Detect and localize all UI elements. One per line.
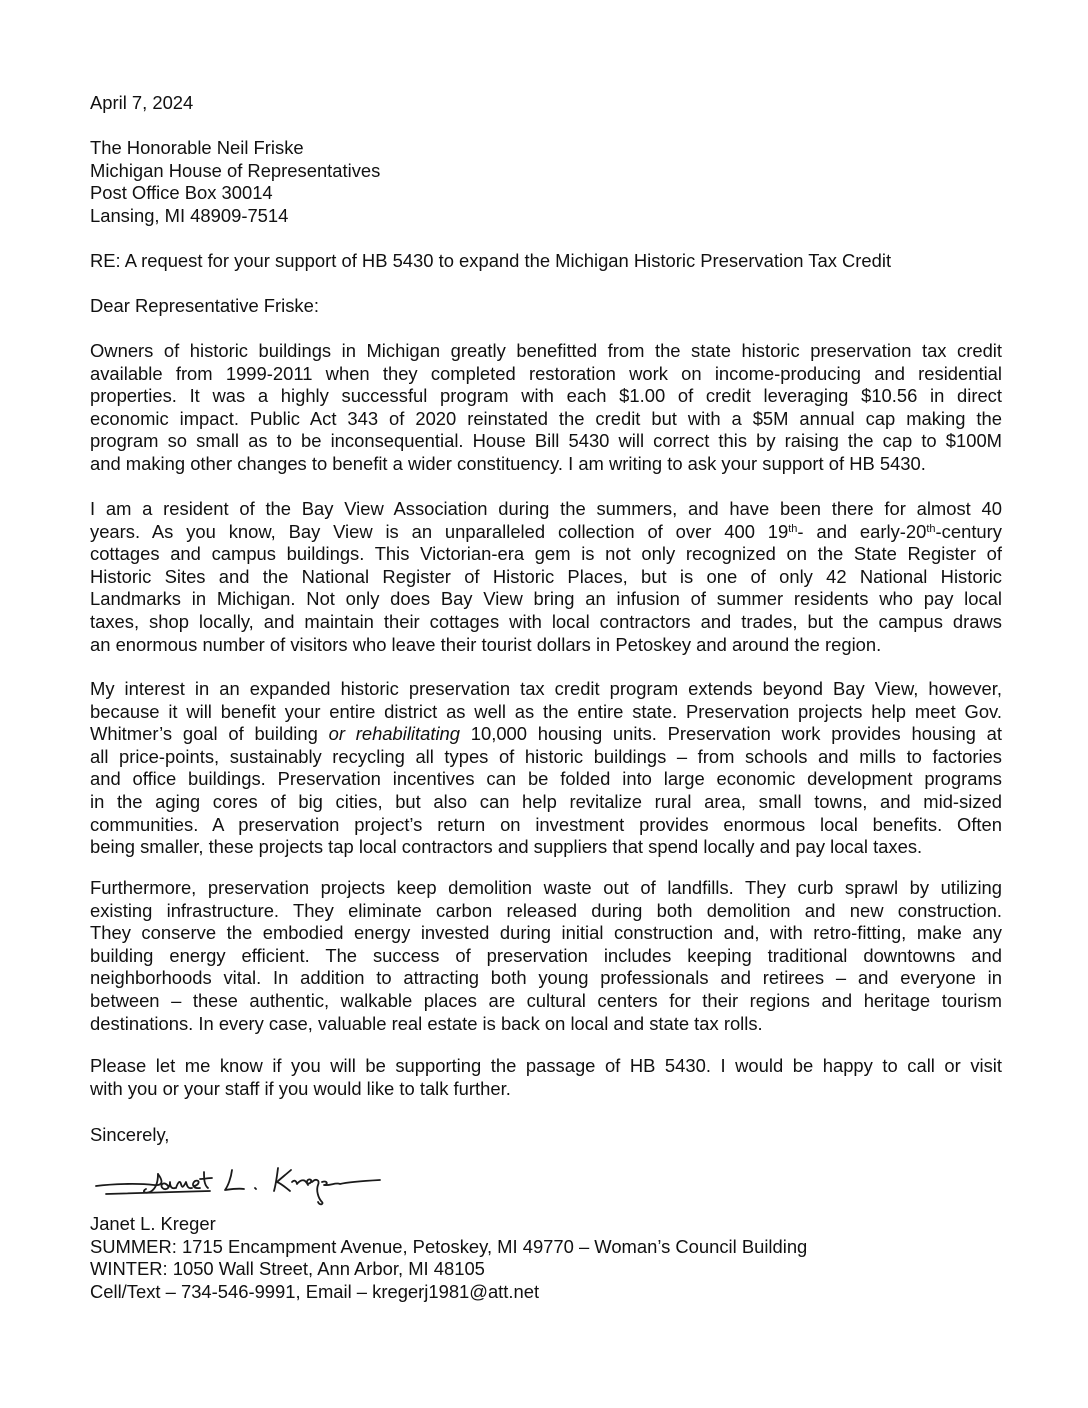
- subject-text: RE: A request for your support of HB 5430 to expand the Michigan Historic Preservation Tax Credit: [90, 250, 892, 271]
- paragraph-line: and office buildings. Preservation incentives can be folded into large economic development programs: [90, 768, 1002, 790]
- letter-date: [90, 92, 1002, 115]
- paragraph-line: neighborhoods vital. In addition to attracting both young professionals and retirees – and everyone in: [90, 967, 1002, 989]
- line-text: 10,000 housing units. Preservation work provides housing at: [460, 723, 1002, 745]
- paragraph-line: Landmarks in Michigan. Not only does Bay View bring an infusion of summer residents who pay local: [90, 588, 1002, 610]
- paragraph-2: [90, 498, 1002, 656]
- sender-summer-address: SUMMER: 1715 Encampment Avenue, Petoskey, MI 49770 – Woman’s Council Building: [90, 1235, 808, 1257]
- paragraph-line: because it will benefit your entire district as well as the entire state. Preservation projects help meet Gov.: [90, 700, 1002, 722]
- paragraph-line: in the aging cores of big cities, but also can help revitalize rural area, small towns, and mid-sized: [90, 790, 1002, 812]
- paragraph-line: taxes, shop locally, and maintain their cottages with local contractors and trades, but the campus draws: [90, 610, 1002, 632]
- paragraph-line: [90, 723, 1002, 746]
- paragraph-line: an enormous number of visitors who leave their tourist dollars in Petoskey and around the region.: [90, 633, 882, 655]
- paragraph-line: Please let me know if you will be supporting the passage of HB 5430. I would be happy to call or visit: [90, 1055, 1002, 1076]
- date-text: April 7, 2024: [90, 92, 194, 113]
- paragraph-line: They conserve the embodied energy invested during initial construction and, with retro-fitting, make any: [90, 922, 1002, 944]
- paragraph-line: existing infrastructure. They eliminate carbon released during both demolition and new construction.: [90, 899, 1002, 921]
- paragraph-line: being smaller, these projects tap local contractors and suppliers that spend locally and pay local taxes.: [90, 836, 923, 858]
- salutation-text: Dear Representative Friske:: [90, 295, 319, 316]
- paragraph-line: available from 1999-2011 when they completed restoration work on income-producing and residential: [90, 362, 1002, 384]
- line-text: -century: [935, 520, 1002, 542]
- sender-contact: Cell/Text – 734-546-9991, Email – kregerj1981@att.net: [90, 1280, 540, 1302]
- recipient-address: [90, 137, 1002, 227]
- sender-winter-address: WINTER: 1050 Wall Street, Ann Arbor, MI 48105: [90, 1258, 485, 1280]
- recipient-line: Michigan House of Representatives: [90, 159, 381, 181]
- paragraph-line: program so small as to be inconsequential. House Bill 5430 will correct this by raising the cap to $100M: [90, 430, 1002, 452]
- paragraph-line: I am a resident of the Bay View Association during the summers, and have been there for almost 40: [90, 498, 1002, 519]
- closing: [90, 1124, 1002, 1147]
- sender-block: [90, 1213, 1002, 1303]
- handwritten-signature: [92, 1158, 422, 1210]
- sender-name: Janet L. Kreger: [90, 1213, 216, 1234]
- recipient-line: The Honorable Neil Friske: [90, 137, 304, 158]
- superscript: th: [926, 522, 936, 535]
- superscript: th: [788, 522, 798, 535]
- closing-text: Sincerely,: [90, 1124, 170, 1145]
- paragraph-line: Owners of historic buildings in Michigan greatly benefitted from the state historic preservation tax credit: [90, 340, 1002, 361]
- paragraph-line: My interest in an expanded historic preservation tax credit program extends beyond Bay View, however,: [90, 678, 1002, 699]
- paragraph-line: all price-points, sustainably recycling all types of historic buildings – from schools and mills to factories: [90, 745, 1002, 767]
- paragraph-line: destinations. In every case, valuable real estate is back on local and state tax rolls.: [90, 1012, 763, 1034]
- paragraph-line: properties. It was a highly successful program with each $1.00 of credit leveraging $10.56 in direct: [90, 385, 1002, 407]
- paragraph-line: between – these authentic, walkable places are cultural centers for their regions and heritage tourism: [90, 989, 1002, 1011]
- salutation: [90, 295, 1002, 318]
- recipient-line: Lansing, MI 48909-7514: [90, 204, 289, 226]
- line-text: - and early-20: [797, 520, 927, 542]
- paragraph-line: building energy efficient. The success of preservation includes keeping traditional downtowns and: [90, 944, 1002, 966]
- paragraph-line: communities. A preservation project’s return on investment provides enormous local benefits. Often: [90, 813, 1002, 835]
- line-text: Whitmer’s goal of building: [90, 723, 329, 745]
- paragraph-4: [90, 877, 1002, 1035]
- paragraph-line: [90, 521, 1002, 544]
- paragraph-line: cottages and campus buildings. This Victorian-era gem is not only recognized on the State Register of: [90, 543, 1002, 565]
- paragraph-line: Furthermore, preservation projects keep demolition waste out of landfills. They curb sprawl by utilizing: [90, 877, 1002, 898]
- paragraph-3: [90, 678, 1002, 859]
- paragraph-line: Historic Sites and the National Register of Historic Places, but is one of only 42 National Historic: [90, 565, 1002, 587]
- paragraph-line: economic impact. Public Act 343 of 2020 reinstated the credit but with a $5M annual cap making the: [90, 407, 1002, 429]
- paragraph-1: [90, 340, 1002, 476]
- paragraph-5: [90, 1055, 1002, 1100]
- paragraph-line: with you or your staff if you would like to talk further.: [90, 1077, 511, 1099]
- recipient-line: Post Office Box 30014: [90, 182, 273, 204]
- line-text: years. As you know, Bay View is an unparalleled collection of over 400 19: [90, 520, 789, 542]
- subject-line: [90, 250, 1002, 273]
- emphasis-text: or rehabilitating: [328, 723, 460, 745]
- paragraph-line: and making other changes to benefit a wider constituency. I am writing to ask your support of HB 5430.: [90, 452, 926, 474]
